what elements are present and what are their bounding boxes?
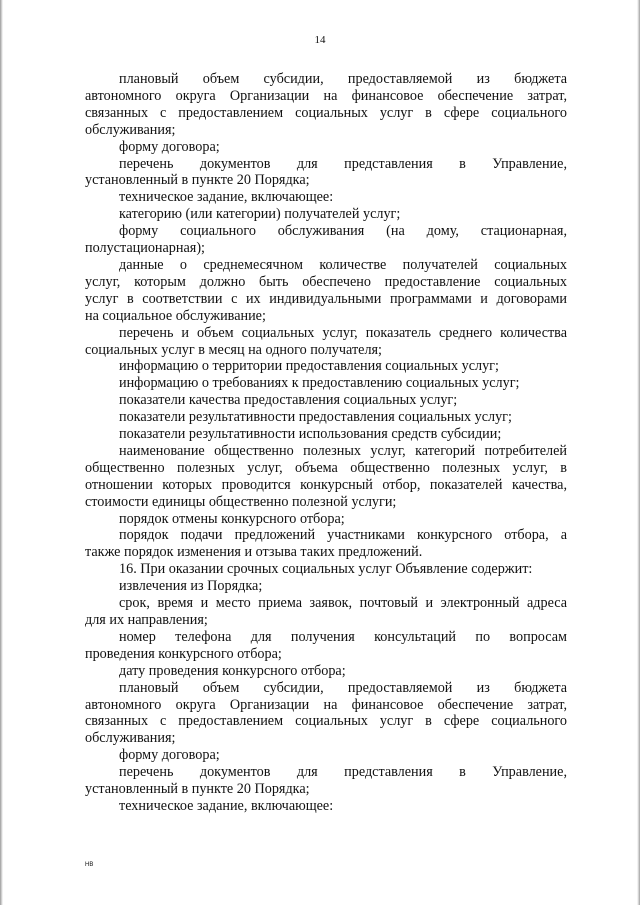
- text-line: категорию (или категории) получателей услуг;: [119, 206, 401, 223]
- text-line: установленный в пункте 20 Порядка;: [85, 172, 310, 189]
- text-line: перечень и объем социальных услуг, показатель среднего количества: [119, 324, 567, 341]
- text-line: дату проведения конкурсного отбора;: [119, 662, 346, 679]
- text-line: также порядок изменения и отзыва таких предложений.: [85, 544, 423, 561]
- text-line: показатели качества предоставления социальных услуг;: [119, 392, 458, 409]
- text-line: автономного округа Организации на финансовое обеспечение затрат,: [85, 87, 567, 104]
- text-line: отношении которых проводится конкурсный отбор, показателей качества,: [85, 476, 567, 493]
- text-line: стоимости единицы общественно полезной услуги;: [85, 493, 397, 510]
- text-line: связанных с предоставлением социальных услуг в сфере социального: [85, 104, 567, 121]
- text-line: автономного округа Организации на финансовое обеспечение затрат,: [85, 696, 567, 713]
- text-line: общественно полезных услуг, объема общественно полезных услуг, в: [85, 459, 567, 476]
- text-line: показатели результативности предоставления социальных услуг;: [119, 409, 512, 426]
- text-line: обслуживания;: [85, 121, 176, 138]
- footer-code: НВ: [85, 862, 94, 868]
- text-line: для их направления;: [85, 612, 208, 628]
- text-line: информацию о требованиях к предоставлению социальных услуг;: [119, 375, 520, 392]
- text-line: услуг в соответствии с их индивидуальными программами и договорами: [85, 290, 567, 307]
- page-number: 14: [314, 34, 326, 46]
- text-line: 16. При оказании срочных социальных услуг Объявление содержит:: [119, 561, 533, 578]
- text-line: услуг, которым должно быть обеспечено предоставление социальных: [85, 273, 567, 290]
- text-line: связанных с предоставлением социальных услуг в сфере социального: [85, 713, 567, 730]
- text-line: на социальное обслуживание;: [85, 307, 266, 324]
- text-line: наименование общественно полезных услуг, категорий потребителей: [119, 442, 567, 459]
- text-line: плановый объем субсидии, предоставляемой из бюджета: [119, 679, 567, 696]
- text-line: форму договора;: [119, 138, 220, 155]
- text-line: форму договора;: [119, 747, 220, 764]
- text-line: показатели результативности использования средств субсидии;: [119, 426, 502, 443]
- text-line: извлечения из Порядка;: [119, 578, 263, 595]
- text-line: плановый объем субсидии, предоставляемой из бюджета: [119, 71, 567, 87]
- text-line: обслуживания;: [85, 730, 176, 747]
- text-line: техническое задание, включающее:: [119, 189, 334, 206]
- text-line: порядок подачи предложений участниками конкурсного отбора, а: [119, 527, 567, 544]
- text-line: срок, время и место приема заявок, почтовый и электронный адреса: [119, 595, 567, 612]
- text-line: полустационарная);: [85, 240, 205, 257]
- text-line: порядок отмены конкурсного отбора;: [119, 510, 345, 527]
- text-line: проведения конкурсного отбора;: [85, 645, 282, 662]
- scan-edge-left: [0, 0, 3, 905]
- text-line: данные о среднемесячном количестве получателей социальных: [119, 256, 567, 273]
- text-line: социальных услуг в месяц на одного получателя;: [85, 341, 382, 358]
- document-body: [85, 71, 567, 815]
- text-line: перечень документов для представления в Управление,: [119, 764, 567, 781]
- text-line: информацию о территории предоставления социальных услуг;: [119, 358, 499, 375]
- text-line: установленный в пункте 20 Порядка;: [85, 781, 310, 798]
- text-line: перечень документов для представления в Управление,: [119, 155, 567, 172]
- text-line: форму социального обслуживания (на дому, стационарная,: [119, 223, 567, 240]
- text-line: номер телефона для получения консультаций по вопросам: [119, 628, 567, 645]
- text-line: техническое задание, включающее:: [119, 797, 334, 814]
